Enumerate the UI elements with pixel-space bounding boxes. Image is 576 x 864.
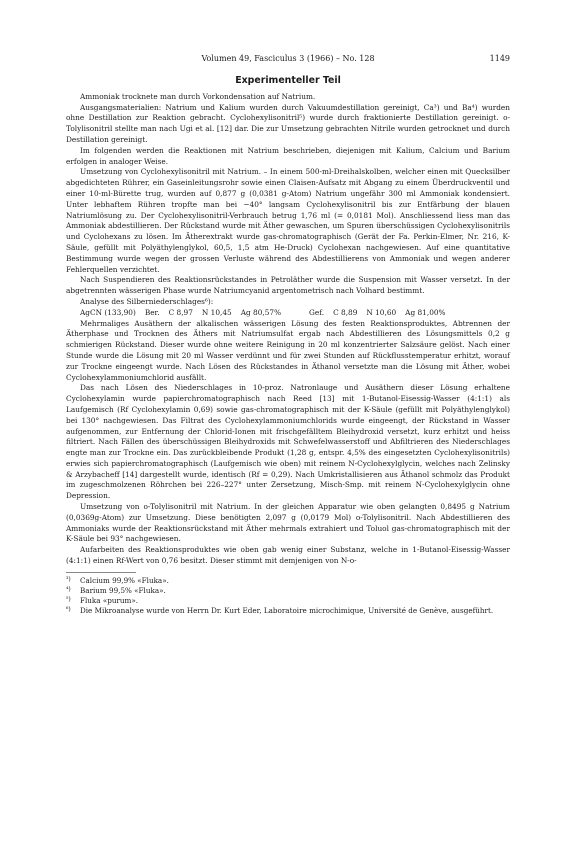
running-header bbox=[66, 54, 510, 68]
footnotes bbox=[66, 576, 510, 617]
paragraph: Analyse des Silberniederschlages⁶): bbox=[80, 296, 214, 306]
analysis-compound: AgCN (133,90) bbox=[80, 307, 136, 317]
footnote-text: Die Mikroanalyse wurde von Herrn Dr. Kurt Eder, Laboratoire microchimique, Université de Genève, ausgeführt. bbox=[80, 606, 494, 616]
footnote-mark: ³) bbox=[66, 575, 71, 583]
analysis-calc-label: Ber. bbox=[144, 307, 160, 317]
analysis-found-ag: Ag 81,00% bbox=[405, 307, 446, 317]
analysis-found-label: Gef. bbox=[309, 307, 325, 317]
analysis-calc-ag: Ag 80,57% bbox=[240, 307, 282, 317]
analysis-found-n: N 10,60 bbox=[366, 307, 397, 317]
footnote bbox=[66, 606, 510, 616]
paragraph: Umsetzung von Cyclohexylisonitril mit Natrium. – In einem 500-ml-Dreihalskolben, welcher einen mit Quecksilber abgedichteten Rührer, ein Gaseinleitungsrohr sowie einen Claisen-Aufsatz mit Abgang zu einem Überdruckventil und einer 10-ml-Bürette trug, wurden auf 0,877 g (0,0381 g-Atom) Natrium ungefähr 300 ml Ammoniak kondensiert. Unter lebhaftem Rühren tropfte man bei −40° langsam Cyclohexylisonitril bis zur Entfärbung der blauen Natriumlösung zu. Der Cyclohexylisonitril-Verbrauch betrug 1,76 ml (= 0,0181 Mol). Anschliessend liess man das Ammoniak abdestillieren. Der Rückstand wurde mit Äther gewaschen, um Spuren überschüssigen Cyclohexylisonitrils und Cyclohexans zu lösen. Im Ätherextrakt wurde gas-chromatographisch (Gerät der Fa. Perkin-Elmer, Nr. 216, K-Säule, gefüllt mit Polyäthylenglykol, 60,5, 1,5 atm He-Druck) Cyclohexan nachgewiesen. Auf eine quantitative Bestimmung wurde wegen der grossen Verluste während des Abdestillierens von Ammoniak und wegen anderer Fehlerquellen verzichtet. bbox=[66, 167, 510, 274]
footnote-text: Barium 99,5% «Fluka». bbox=[80, 586, 166, 596]
footnote bbox=[66, 596, 510, 606]
footnote-mark: ⁶) bbox=[66, 606, 71, 614]
journal-reference: Volumen 49, Fasciculus 3 (1966) – No. 128 bbox=[201, 54, 375, 63]
footnote bbox=[66, 586, 510, 596]
paragraph: Im folgenden werden die Reaktionen mit Natrium beschrieben, diejenigen mit Kalium, Calcium und Barium erfolgen in analoger Weise. bbox=[66, 145, 510, 166]
elemental-analysis bbox=[80, 308, 510, 319]
paragraph: Ammoniak trocknete man durch Vorkondensation auf Natrium. bbox=[80, 91, 316, 101]
paragraph: Umsetzung von o-Tolylisonitril mit Natrium. In der gleichen Apparatur wie oben gelangten 0,8495 g Natrium (0,0369g-Atom) zur Umsetzung. Diese benötigten 2,097 g (0,0179 Mol) o-Tolylisonitril. Nach Abdestillieren des Ammoniaks wurde der Reaktionsrückstand mit Äther mehrmals extrahiert und Toluol gas-chromatographisch mit der K-Säule bei 93° nachgewiesen. bbox=[66, 502, 510, 544]
footnote-rule bbox=[66, 572, 136, 573]
page-number: 1149 bbox=[489, 54, 510, 63]
body-text bbox=[66, 92, 510, 567]
footnote bbox=[66, 576, 510, 586]
analysis-found-c: C 8,89 bbox=[333, 307, 358, 317]
footnote-text: Fluka «purum». bbox=[80, 596, 139, 606]
paragraph: Mehrmaliges Ausäthern der alkalischen wässerigen Lösung des festen Reaktionsproduktes, Abtrennen der Ätherphase und Trocknen des Äthers mit Natriumsulfat ergab nach Abdestillieren des Lösungsmittels 0,2 g schmierigen Rückstand. Dieser wurde ohne weitere Reinigung in 20 ml konzentrierter Salzsäure gelöst. Nach einer Stunde wurde die Lösung mit 20 ml Wasser verdünnt und für zwei Stunden auf Rückflusstemperatur erhitzt, worauf zur Trockne eingeengt wurde. Nach Lösen des Rückstandes in Äthanol versetzte man die Lösung mit Äther, wobei Cyclohexylammoniumchlorid ausfällt. bbox=[66, 318, 510, 382]
paragraph: Ausgangsmaterialien: Natrium und Kalium wurden durch Vakuumdestillation gereinigt, Ca³) und Ba⁴) wurden ohne Destillation zur Reaktion gebracht. Cyclohexylisonitril⁵) wurde durch fraktionierte Destillation gereinigt. o-Tolylisonitril stellte man nach Ugi et al. [12] dar. Die zur Umsetzung gebrachten Nitrile wurden getrocknet und durch Destillation gereinigt. bbox=[66, 102, 510, 144]
footnote-mark: ⁵) bbox=[66, 596, 71, 604]
paragraph: Das nach Lösen des Niederschlages in 10-proz. Natronlauge und Ausäthern dieser Lösung erhaltene Cyclohexylamin wurde papierchromatographisch nach Reed [13] mit 1-Butanol-Eisessig-Wasser (4:1:1) als Laufgemisch (Rf Cyclohexylamin 0,69) sowie gas-chromatographisch mit der K-Säule (gefüllt mit Polyäthylenglykol) bei 130° nachgewiesen. Das Filtrat des Cyclohexylammoniumchlorids wurde eingeengt, der Rückstand in Wasser aufgenommen, zur Entfernung der Chlorid-Ionen mit frischgefälltem Bleihydroxid versetzt, kurz erhitzt und heiss filtriert. Nach Fällen des überschüssigen Bleihydroxids mit Schwefelwasserstoff und Abfiltrieren des Niederschlages engte man zur Trockne ein. Das zurückbleibende Produkt (1,28 g, entspr. 4,5% des eingesetzten Cyclohexylisonitrils) erwies sich papierchromatographisch (Laufgemisch wie oben) mit reinem N-Cyclohexylglycin, welches nach Zelinsky & Arzybacheff [14] dargestellt wurde, identisch (Rf = 0,29). Nach Umkristallisieren aus Äthanol schmolz das Produkt im zugeschmolzenen Röhrchen bei 226–227° unter Zersetzung, Misch-Smp. mit reinem N-Cyclohexylglycin ohne Depression. bbox=[66, 383, 510, 501]
analysis-calc-c: C 8,97 bbox=[168, 307, 193, 317]
section-title: Experimenteller Teil bbox=[235, 75, 341, 86]
analysis-calc-n: N 10,45 bbox=[201, 307, 232, 317]
paragraph: Aufarbeiten des Reaktionsproduktes wie oben gab wenig einer Substanz, welche in 1-Butanol-Eisessig-Wasser (4:1:1) einen Rf-Wert von 0,76 besitzt. Dieser stimmt mit demjenigen von N-o- bbox=[66, 545, 510, 566]
footnote-text: Calcium 99,9% «Fluka». bbox=[80, 575, 169, 585]
paragraph: Nach Suspendieren des Reaktionsrückstandes in Petroläther wurde die Suspension mit Wasser versetzt. In der abgetrennten wässerigen Phase wurde Natriumcyanid argentometrisch nach Volhard bestimmt. bbox=[66, 275, 510, 296]
footnote-mark: ⁴) bbox=[66, 586, 71, 594]
